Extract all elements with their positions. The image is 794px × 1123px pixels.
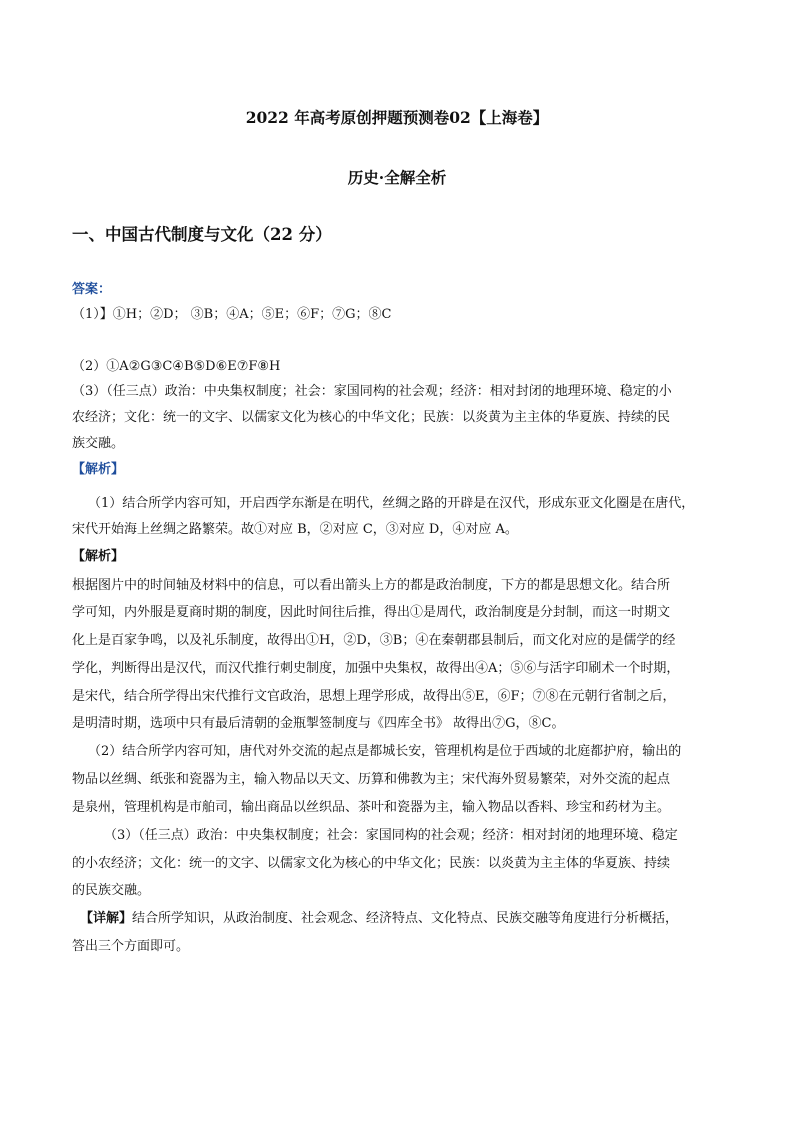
answer-q3-line: （3）（任三点）政治：中央集权制度；社会：家国同构的社会观；经济：相对封闭的地理环境、稳定的小 bbox=[72, 384, 672, 399]
analysis-label: 【解析】 bbox=[72, 462, 125, 477]
analysis-line: 是泉州，管理机构是市舶司，输出商品以丝织品、茶叶和瓷器为主，输入物品以香料、珍宝和药材为主。 bbox=[72, 800, 671, 815]
analysis-line: 学化，判断得出是汉代，而汉代推行刺史制度，加强中央集权，故得出④A；⑤⑥与活字印刷术一个时期， bbox=[72, 661, 680, 676]
analysis-line: 根据图片中的时间轴及材料中的信息，可以看出箭头上方的都是政治制度，下方的都是思想文化。结合所 bbox=[72, 578, 671, 593]
analysis-line: （1）结合所学内容可知，开启西学东渐是在明代，丝绸之路的开辟是在汉代，形成东亚文化圈是在唐代， bbox=[88, 496, 695, 511]
detail-line bbox=[80, 911, 678, 927]
analysis-label: 【解析】 bbox=[72, 549, 125, 564]
analysis-line: 是宋代，结合所学得出宋代推行文官政治，思想上理学形成，故得出⑤E，⑥F；⑦⑧在元朝行省制之后， bbox=[72, 689, 676, 704]
analysis-line: 的民族交融。 bbox=[72, 883, 151, 898]
analysis-line: 的小农经济；文化：统一的文字、以儒家文化为核心的中华文化；民族：以炎黄为主主体的华夏族、持续 bbox=[72, 856, 671, 871]
analysis-line: （2）结合所学内容可知，唐代对外交流的起点是都城长安，管理机构是位于西域的北庭都护府，输出的 bbox=[88, 744, 682, 759]
answer-q1: （1）】①H；②D； ③B；④A；⑤E；⑥F；⑦G；⑧C bbox=[72, 307, 392, 322]
answer-q2: （2）①A②G③C④B⑤D⑥E⑦F⑧H bbox=[72, 359, 281, 374]
analysis-line: 宋代开始海上丝绸之路繁荣。故①对应 B，②对应 C，③对应 D，④对应 A。 bbox=[72, 522, 518, 537]
detail-text: 结合所学知识，从政治制度、社会观念、经济特点、文化特点、民族交融等角度进行分析概括， bbox=[132, 911, 679, 926]
section-heading: 一、中国古代制度与文化（22 分） bbox=[72, 225, 332, 244]
analysis-line: 物品以丝绸、纸张和瓷器为主，输入物品以天文、历算和佛教为主；宋代海外贸易繁荣，对外交流的起点 bbox=[72, 772, 671, 787]
document-title: 2022 年高考原创押题预测卷02【上海卷】 bbox=[245, 108, 549, 127]
document-subtitle: 历史·全解全析 bbox=[347, 168, 447, 187]
detail-label: 【详解】 bbox=[80, 911, 133, 926]
analysis-line: 是明清时期，选项中只有最后清朝的金瓶掣签制度与《四库全书》 故得出⑦G，⑧C。 bbox=[72, 716, 565, 731]
analysis-line: 化上是百家争鸣，以及礼乐制度，故得出①H，②D，③B；④在秦朝郡县制后，而文化对应的是儒学的经 bbox=[72, 633, 676, 648]
analysis-line: 学可知，内外服是夏商时期的制度，因此时间往后推，得出①是周代，政治制度是分封制，而这一时期文 bbox=[72, 605, 671, 620]
detail-line: 答出三个方面即可。 bbox=[72, 939, 190, 954]
answer-q3-line: 农经济；文化：统一的文字、以儒家文化为核心的中华文化；民族：以炎黄为主主体的华夏族、持续的民 bbox=[72, 410, 671, 425]
answer-q3-line: 族交融。 bbox=[72, 436, 125, 451]
analysis-line: （3）（任三点）政治：中央集权制度；社会：家国同构的社会观；经济：相对封闭的地理环境、稳定 bbox=[104, 828, 678, 843]
answer-label: 答案： bbox=[72, 282, 112, 297]
